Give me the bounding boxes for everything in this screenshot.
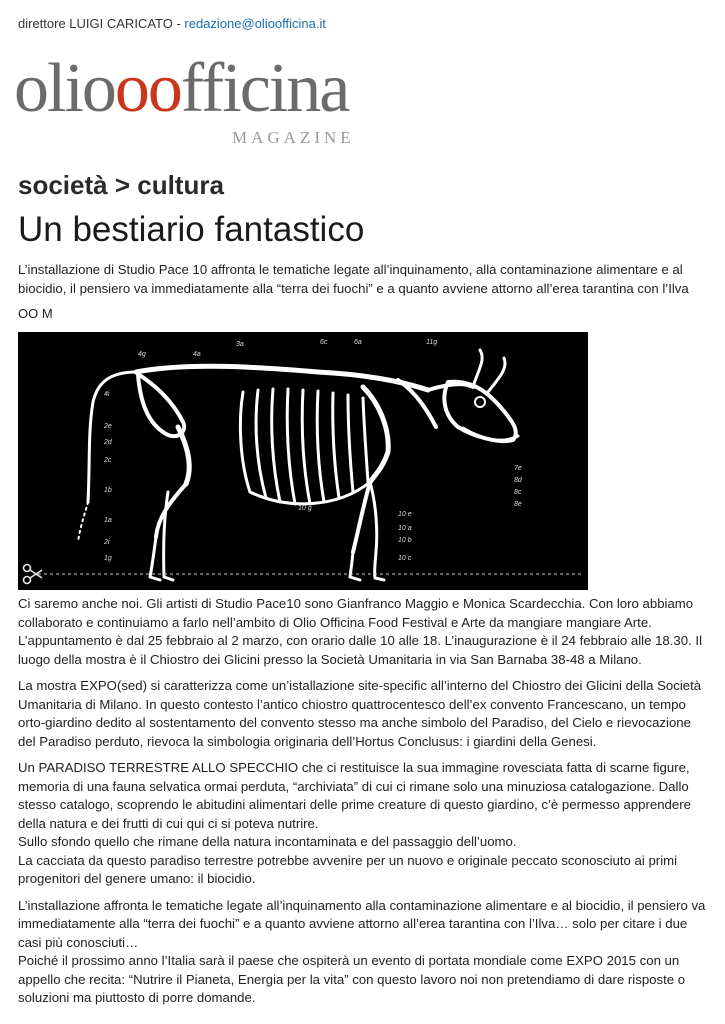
paragraph-line: La mostra EXPO(sed) si caratterizza come un’istallazione site-specific all’interno del Chiostro dei Glicini della Società Umanitaria di Milano. In questo contesto l’antico chiostro quattrocentesco dell’ex convento Francescano, un tempo orto-giardino dedito al sostentamento del convento stesso ma anche simbolo del Paradiso, del Cielo e rievocazione del Paradiso perduto, rievoca la simbologia originaria dell’Hortus Conclusus: i giardini della Genesi. (18, 678, 702, 749)
figure-label: 2i (104, 539, 110, 546)
figure-label: 6c (320, 339, 328, 346)
director-label: direttore LUIGI CARICATO - (18, 16, 185, 31)
figure-label: 8c (514, 489, 522, 496)
figure-label: 10 b (398, 537, 412, 544)
email-link[interactable]: redazione@olioofficina.it (184, 16, 327, 31)
breadcrumb[interactable]: società > cultura (18, 170, 224, 200)
figure-label: 4a (193, 351, 201, 358)
figure-label: 2c (104, 457, 112, 464)
figure-label: 1g (104, 555, 112, 562)
paragraph-line: L’appuntamento è dal 25 febbraio al 2 marzo, con orario dalle 10 alle 18. L’inaugurazione è il 24 febbraio alle 18.30. Il luogo della mostra è il Chiostro dei Glicini presso la Società Umanitaria in via San Barnaba 38-48 a Milano. (18, 633, 703, 667)
author-byline: OO M (18, 306, 53, 321)
article-paragraph (18, 897, 708, 1008)
article-paragraph (18, 677, 708, 751)
article-body (18, 595, 708, 1016)
paragraph-line: Poiché il prossimo anno l’Italia sarà il paese che ospiterà un evento di portata mondiale come EXPO 2015 con un appello che recita: “Nutrire il Pianeta, Energia per la vita” con questo lavoro noi non pretendiamo di dare risposte o soluzioni ma piuttosto di porre domande. (18, 953, 686, 1005)
figure-label: 1a (104, 517, 112, 524)
figure-label: 8d (514, 477, 522, 484)
figure-label: 2e (104, 423, 112, 430)
figure-label: 2d (104, 439, 112, 446)
paragraph-line: Ci saremo anche noi. Gli artisti di Studio Pace10 sono Gianfranco Maggio e Monica Scardecchia. Con loro abbiamo collaborato e continuiamo a farlo nell’ambito di Olio Officina Food Festival e Arte da mangiare mangiare Arte. (18, 596, 694, 630)
figure-label: 10 e (398, 511, 412, 518)
cow-skeleton-drawing (18, 332, 588, 590)
figure-label: 8e (514, 501, 522, 508)
site-logo[interactable] (14, 44, 364, 152)
paragraph-line: La cacciata da questo paradiso terrestre potrebbe avvenire per un nuovo e originale peccato sconosciuto ai primi progenitori del genere umano: il biocidio. (18, 852, 678, 886)
figure-label: 6a (354, 339, 362, 346)
figure-label: 7e (514, 465, 522, 472)
figure-label: 10 a (398, 525, 412, 532)
article-image-cow-skeleton (18, 332, 588, 590)
paragraph-line: Sullo sfondo quello che rimane della natura incontaminata e del passaggio dell’uomo. (18, 834, 517, 849)
masthead-bar (18, 16, 326, 31)
logo-wordmark: oliooofficina (14, 50, 349, 127)
figure-label: 4g (138, 351, 146, 358)
figure-label: 1b (104, 487, 112, 494)
figure-label: 11g (426, 339, 438, 346)
figure-label: 10 c (398, 555, 412, 562)
article-paragraph (18, 759, 708, 889)
paragraph-line: Un PARADISO TERRESTRE ALLO SPECCHIO che ci restituisce la sua immagine rovesciata fatta di scarne figure, memoria di una fauna selvatica ormai perduta, “archiviata” di cui ci rimane solo una minuziosa catalogazione. Dallo stesso catalogo, scoprendo le abitudini alimentari delle prime creature di questo giardino, c’è permesso apprendere della natura e dei frutti di cui qui ci si poteva nutrire. (18, 760, 691, 831)
figure-label: 10 g (298, 505, 312, 512)
article-paragraph (18, 595, 708, 669)
figure-label: 3a (236, 341, 244, 348)
page-title: Un bestiario fantastico (18, 210, 365, 249)
paragraph-line: L’installazione affronta le tematiche legate all’inquinamento alla contaminazione alimentare e al biocidio, il pensiero va immediatamente alla “terra dei fuochi” e a quanto avviene attorno all’erea tarantina con l’Ilva… solo per citare i due casi più conosciuti… (18, 897, 706, 950)
article-lead: L’installazione di Studio Pace 10 affronta le tematiche legate all’inquinamento, alla contaminazione alimentare e al biocidio, il pensiero va immediatamente alla “terra dei fuochi” e a quanto avviene attorno all’erea tarantina con l’Ilva (18, 262, 689, 296)
logo-subtitle: MAGAZINE (232, 128, 355, 147)
figure-label: 4i (104, 391, 110, 398)
